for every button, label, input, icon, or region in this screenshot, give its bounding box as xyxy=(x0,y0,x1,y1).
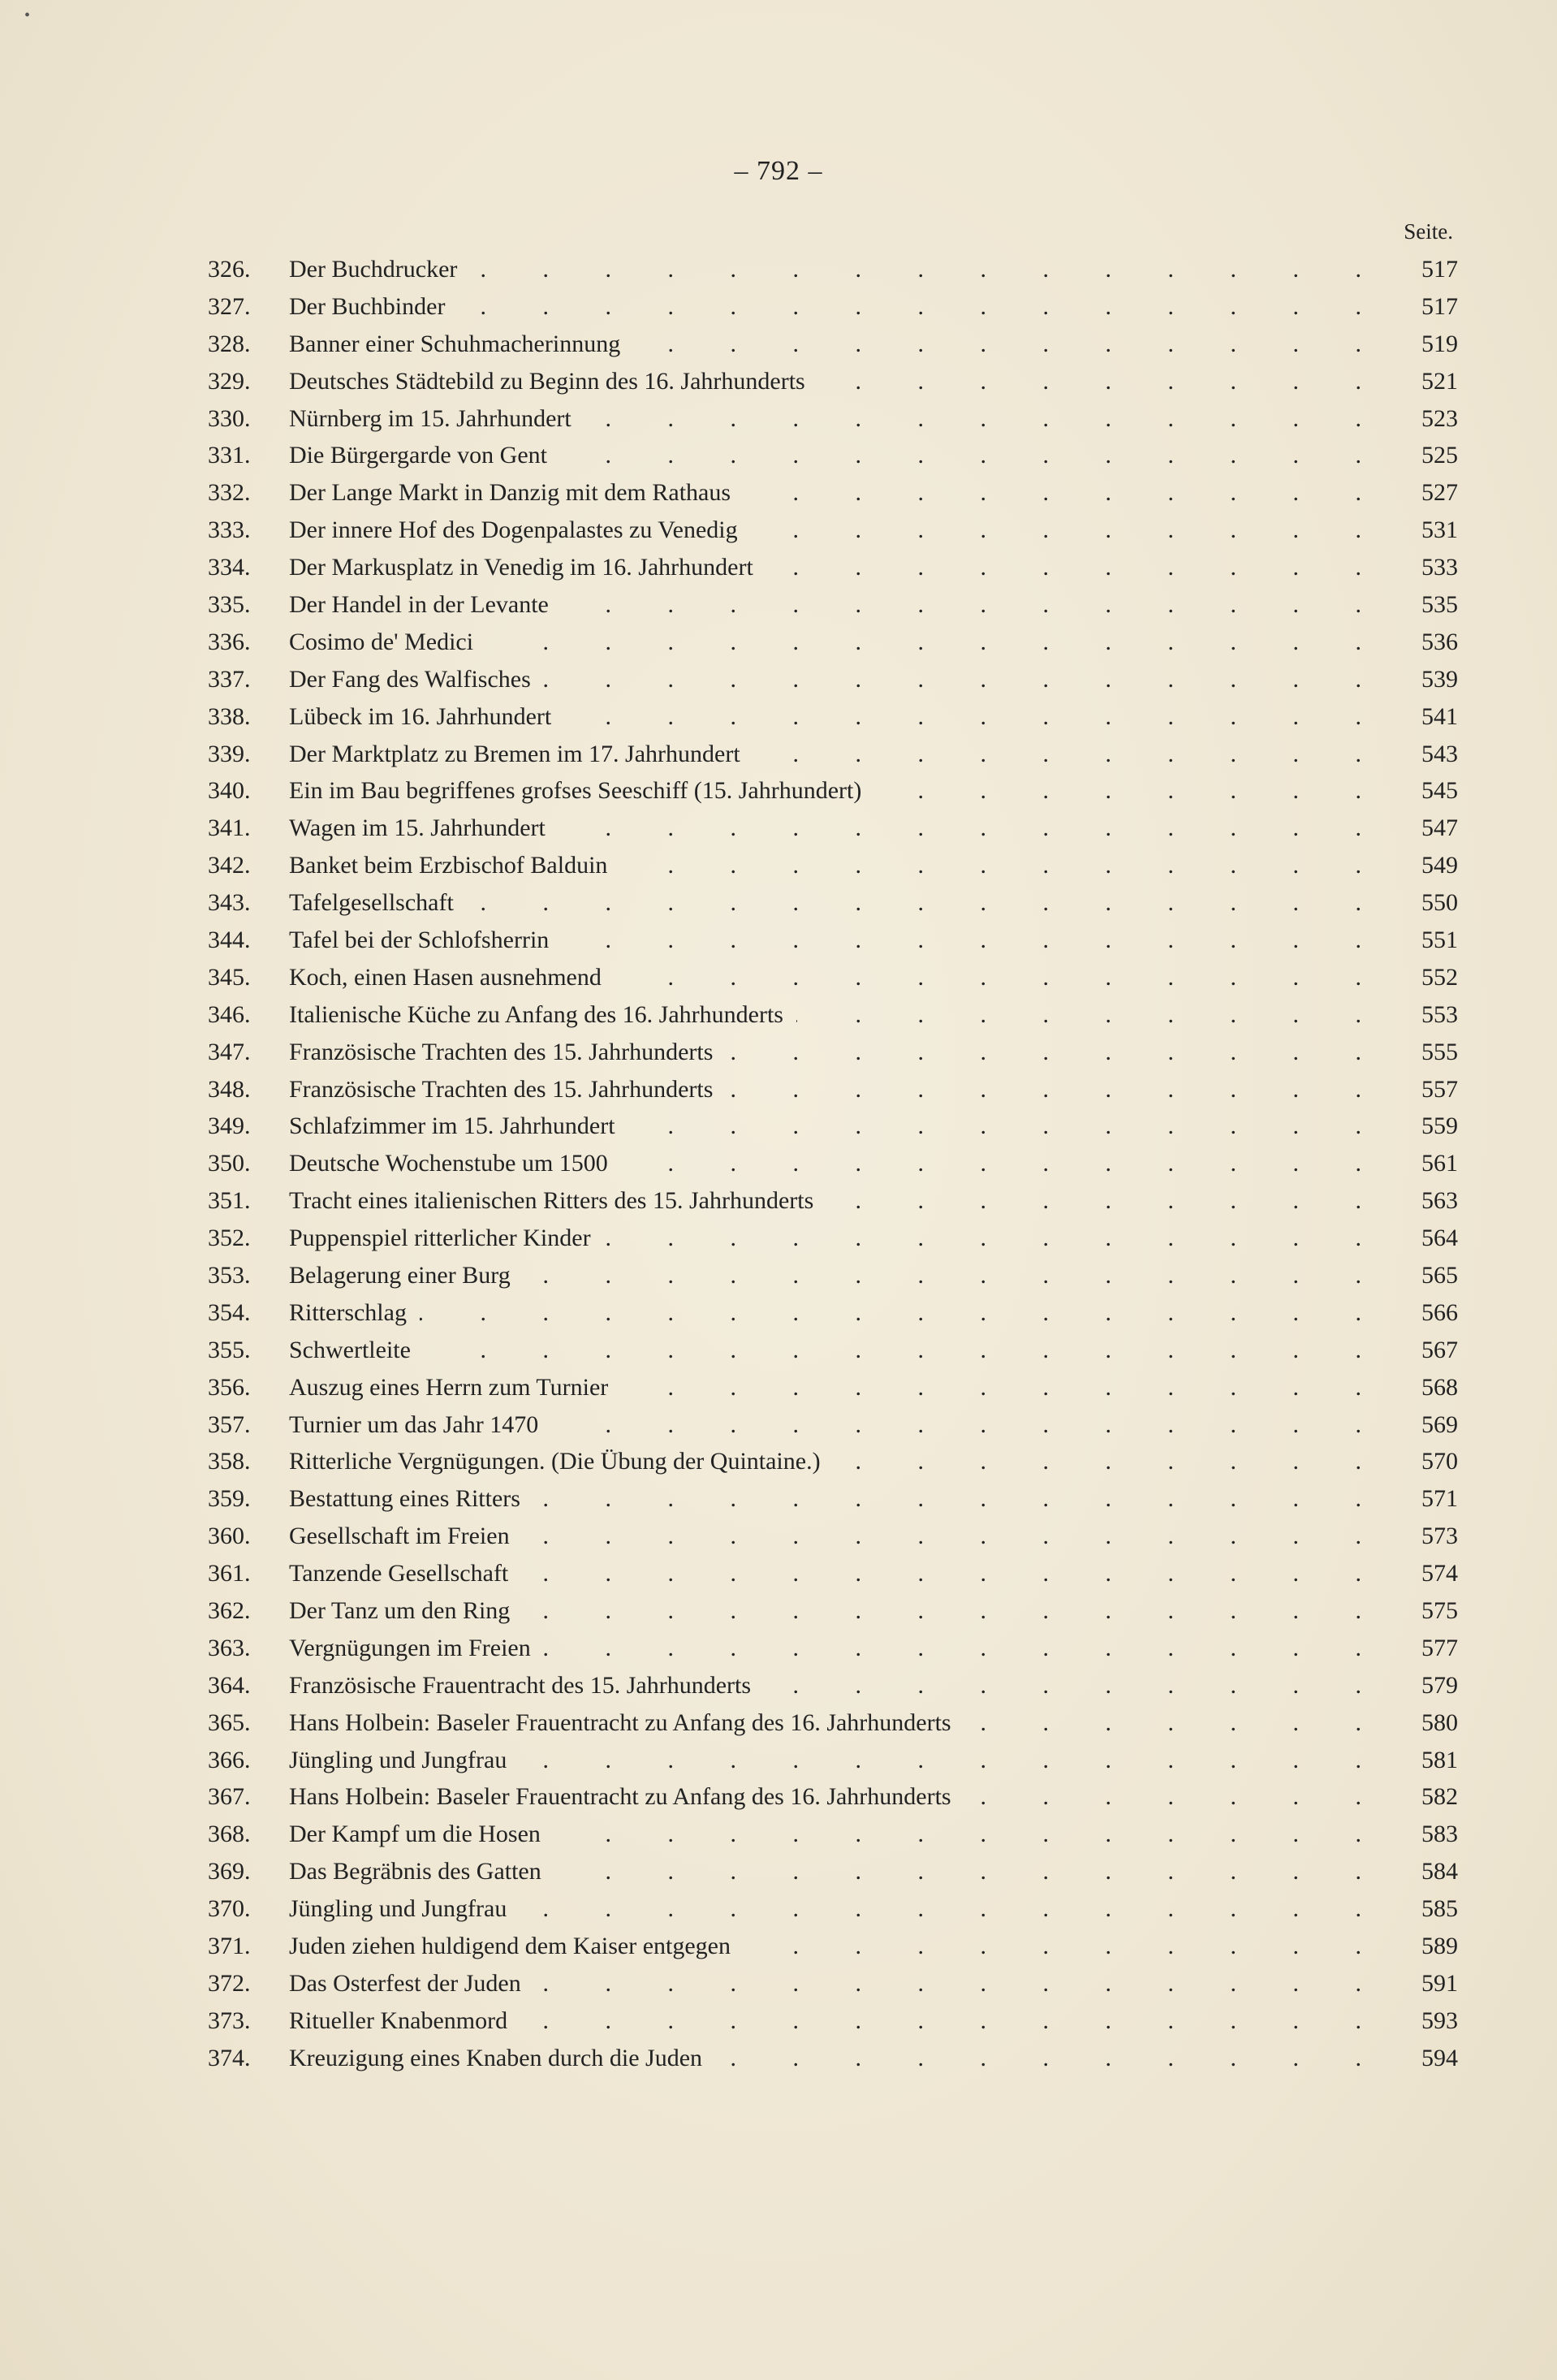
entry-title: Banner einer Schuhmacherinnung xyxy=(289,330,621,357)
entry-page-number: 583 xyxy=(1421,1821,1458,1848)
entry-page-number: 569 xyxy=(1421,1410,1458,1438)
entry-title: Ein im Bau begriffenes grofses Seeschiff (15. Jahrhundert) xyxy=(289,777,862,805)
index-entry xyxy=(208,1779,1458,1816)
entry-number: 334. xyxy=(208,554,251,581)
entry-page-number: 553 xyxy=(1421,1000,1458,1028)
index-entry xyxy=(208,624,1458,661)
dot-leader xyxy=(520,1895,1387,1923)
entry-page-number: 593 xyxy=(1421,2006,1458,2034)
entry-number: 342. xyxy=(208,852,251,879)
entry-number: 354. xyxy=(208,1298,251,1326)
entry-title: Der Kampf um die Hosen xyxy=(289,1821,541,1848)
entry-page-number: 543 xyxy=(1421,740,1458,767)
entry-number: 332. xyxy=(208,479,251,507)
entry-page-number: 579 xyxy=(1421,1671,1458,1699)
entry-title: Schwertleite xyxy=(289,1336,411,1363)
dot-leader xyxy=(467,889,1387,917)
entry-title: Der Tanz um den Ring xyxy=(289,1597,511,1624)
entry-title: Französische Trachten des 15. Jahrhunderts xyxy=(289,1038,714,1065)
entry-number: 371. xyxy=(208,1933,251,1960)
dot-leader xyxy=(554,1821,1387,1848)
entry-number: 343. xyxy=(208,889,251,917)
index-entry xyxy=(208,847,1458,884)
entry-number: 360. xyxy=(208,1523,251,1550)
entry-number: 363. xyxy=(208,1634,251,1661)
entry-page-number: 564 xyxy=(1421,1225,1458,1252)
entry-title: Gesellschaft im Freien xyxy=(289,1523,510,1550)
entry-page-number: 559 xyxy=(1421,1112,1458,1140)
index-entry xyxy=(208,1928,1458,1965)
entry-page-number: 591 xyxy=(1421,1969,1458,1997)
dot-leader xyxy=(420,1299,1387,1327)
entry-page-number: 584 xyxy=(1421,1858,1458,1885)
entry-page-number: 521 xyxy=(1421,367,1458,395)
dot-leader xyxy=(715,2045,1387,2072)
index-entry xyxy=(208,326,1458,363)
entry-page-number: 517 xyxy=(1421,255,1458,283)
index-entry xyxy=(208,736,1458,773)
entry-page-number: 566 xyxy=(1421,1298,1458,1326)
index-entry xyxy=(208,959,1458,996)
index-entry xyxy=(208,1294,1458,1332)
dot-leader xyxy=(564,703,1387,731)
entry-page-number: 541 xyxy=(1421,702,1458,730)
entry-number: 353. xyxy=(208,1261,251,1289)
entry-number: 372. xyxy=(208,1969,251,1997)
dot-leader xyxy=(620,852,1387,879)
entry-title: Der Buchbinder xyxy=(289,292,446,320)
index-entry xyxy=(208,1555,1458,1592)
entry-number: 329. xyxy=(208,367,251,395)
index-entry xyxy=(208,1965,1458,2002)
entry-number: 345. xyxy=(208,963,251,991)
index-entry xyxy=(208,1406,1458,1444)
entry-title: Der Buchdrucker xyxy=(289,255,458,283)
entry-page-number: 517 xyxy=(1421,292,1458,320)
index-entry xyxy=(208,1369,1458,1406)
entry-title: Puppenspiel ritterlicher Kinder xyxy=(289,1225,591,1252)
index-entry xyxy=(208,2002,1458,2040)
index-entry xyxy=(208,251,1458,288)
entry-page-number: 574 xyxy=(1421,1560,1458,1587)
entry-page-number: 575 xyxy=(1421,1597,1458,1624)
entry-title: Lübeck im 16. Jahrhundert xyxy=(289,702,552,730)
index-entry xyxy=(208,363,1458,400)
entry-page-number: 581 xyxy=(1421,1746,1458,1773)
entry-page-number: 527 xyxy=(1421,479,1458,507)
dot-leader xyxy=(744,1933,1387,1960)
entry-title: Tafelgesellschaft xyxy=(289,889,454,917)
entry-page-number: 551 xyxy=(1421,926,1458,953)
dot-leader xyxy=(751,516,1387,544)
entry-title: Tanzende Gesellschaft xyxy=(289,1560,509,1587)
entry-page-number: 571 xyxy=(1421,1485,1458,1513)
entry-number: 327. xyxy=(208,292,251,320)
entry-page-number: 567 xyxy=(1421,1336,1458,1363)
entry-title: Das Begräbnis des Gatten xyxy=(289,1858,541,1885)
entry-title: Französische Frauentracht des 15. Jahrhunderts xyxy=(289,1671,752,1699)
entry-number: 357. xyxy=(208,1410,251,1438)
entry-page-number: 573 xyxy=(1421,1523,1458,1550)
dot-leader xyxy=(554,1858,1387,1885)
entry-page-number: 565 xyxy=(1421,1261,1458,1289)
entry-page-number: 563 xyxy=(1421,1187,1458,1215)
entry-page-number: 539 xyxy=(1421,665,1458,693)
dot-leader xyxy=(744,479,1387,507)
entry-number: 350. xyxy=(208,1150,251,1177)
dot-leader xyxy=(534,1970,1387,1998)
index-entry xyxy=(208,772,1458,810)
index-entry xyxy=(208,922,1458,959)
dot-leader xyxy=(523,1523,1387,1550)
page-column-label: Seite. xyxy=(1404,219,1453,244)
index-entry xyxy=(208,884,1458,922)
entry-title: Französische Trachten des 15. Jahrhunderts xyxy=(289,1075,714,1103)
entry-page-number: 533 xyxy=(1421,554,1458,581)
entry-number: 326. xyxy=(208,255,251,283)
entry-page-number: 519 xyxy=(1421,330,1458,357)
dot-leader xyxy=(486,628,1387,656)
dot-leader xyxy=(424,1337,1387,1364)
dot-leader xyxy=(726,1076,1387,1104)
entry-title: Hans Holbein: Baseler Frauentracht zu Anfang des 16. Jahrhunderts xyxy=(289,1708,951,1736)
dot-leader xyxy=(874,777,1387,805)
entry-title: Italienische Küche zu Anfang des 16. Jahrhunderts xyxy=(289,1000,783,1028)
entry-title: Ritueller Knabenmord xyxy=(289,2006,508,2034)
entry-page-number: 577 xyxy=(1421,1634,1458,1661)
index-entry xyxy=(208,1182,1458,1220)
entry-number: 369. xyxy=(208,1858,251,1885)
entry-title: Belagerung einer Burg xyxy=(289,1261,511,1289)
entry-page-number: 531 xyxy=(1421,516,1458,544)
dot-leader xyxy=(764,1672,1387,1700)
dot-leader xyxy=(458,293,1387,321)
entry-title: Turnier um das Jahr 1470 xyxy=(289,1410,539,1438)
entry-page-number: 549 xyxy=(1421,852,1458,879)
entry-title: Banket beim Erzbischof Balduin xyxy=(289,852,608,879)
entry-number: 340. xyxy=(208,777,251,805)
index-entry xyxy=(208,2040,1458,2077)
entry-title: Ritterliche Vergnügungen. (Die Übung der Quintaine.) xyxy=(289,1448,821,1475)
entry-number: 347. xyxy=(208,1038,251,1065)
dot-leader xyxy=(628,1112,1387,1140)
dot-leader xyxy=(533,1485,1387,1513)
illustration-index-list xyxy=(208,251,1458,2077)
index-entry xyxy=(208,1480,1458,1518)
index-entry xyxy=(208,996,1458,1034)
dot-leader xyxy=(470,256,1387,283)
entry-number: 341. xyxy=(208,814,251,842)
entry-number: 335. xyxy=(208,590,251,618)
entry-title: Hans Holbein: Baseler Frauentracht zu Anfang des 16. Jahrhunderts xyxy=(289,1783,951,1811)
dot-leader xyxy=(621,1150,1387,1177)
dot-leader xyxy=(834,1448,1387,1475)
page-number: – 792 – xyxy=(734,156,823,186)
entry-page-number: 585 xyxy=(1421,1895,1458,1923)
entry-number: 348. xyxy=(208,1075,251,1103)
entry-page-number: 552 xyxy=(1421,963,1458,991)
index-entry xyxy=(208,586,1458,624)
index-entry xyxy=(208,1704,1458,1742)
entry-title: Die Bürgergarde von Gent xyxy=(289,442,547,469)
dot-leader xyxy=(964,1709,1387,1737)
entry-title: Tracht eines italienischen Ritters des 15. Jahrhunderts xyxy=(289,1187,814,1215)
index-entry xyxy=(208,661,1458,698)
entry-page-number: 561 xyxy=(1421,1150,1458,1177)
dot-leader xyxy=(523,1597,1387,1625)
index-entry xyxy=(208,512,1458,549)
dot-leader xyxy=(621,1374,1387,1402)
dot-leader xyxy=(520,2007,1387,2035)
entry-number: 366. xyxy=(208,1746,251,1773)
entry-title: Der Fang des Walfisches xyxy=(289,665,531,693)
entry-title: Der Handel in der Levante xyxy=(289,590,549,618)
index-entry xyxy=(208,810,1458,847)
entry-page-number: 580 xyxy=(1421,1708,1458,1736)
dot-leader xyxy=(524,1262,1387,1289)
entry-number: 328. xyxy=(208,330,251,357)
entry-number: 361. xyxy=(208,1560,251,1587)
entry-number: 351. xyxy=(208,1187,251,1215)
index-entry xyxy=(208,1592,1458,1630)
entry-page-number: 535 xyxy=(1421,590,1458,618)
entry-number: 355. xyxy=(208,1336,251,1363)
dot-leader xyxy=(615,964,1387,991)
entry-title: Deutsches Städtebild zu Beginn des 16. Jahrhunderts xyxy=(289,367,805,395)
dot-leader xyxy=(726,1039,1387,1066)
entry-page-number: 582 xyxy=(1421,1783,1458,1811)
entry-title: Tafel bei der Schlofsherrin xyxy=(289,926,550,953)
index-entry xyxy=(208,288,1458,326)
entry-page-number: 547 xyxy=(1421,814,1458,842)
index-entry xyxy=(208,400,1458,438)
index-entry xyxy=(208,1518,1458,1555)
entry-page-number: 568 xyxy=(1421,1373,1458,1401)
entry-number: 339. xyxy=(208,740,251,767)
index-entry xyxy=(208,1071,1458,1108)
corner-mark: • xyxy=(24,6,31,24)
index-entry xyxy=(208,1034,1458,1071)
entry-page-number: 545 xyxy=(1421,777,1458,805)
entry-number: 352. xyxy=(208,1225,251,1252)
index-entry xyxy=(208,549,1458,586)
dot-leader xyxy=(604,1225,1387,1252)
dot-leader xyxy=(562,927,1387,954)
index-entry xyxy=(208,1145,1458,1182)
entry-number: 370. xyxy=(208,1895,251,1923)
index-entry xyxy=(208,1630,1458,1667)
entry-title: Jüngling und Jungfrau xyxy=(289,1895,507,1923)
entry-page-number: 594 xyxy=(1421,2044,1458,2071)
entry-number: 359. xyxy=(208,1485,251,1513)
entry-number: 336. xyxy=(208,628,251,655)
index-entry xyxy=(208,1444,1458,1481)
entry-page-number: 536 xyxy=(1421,628,1458,655)
entry-title: Bestattung eines Ritters xyxy=(289,1485,520,1513)
entry-number: 356. xyxy=(208,1373,251,1401)
entry-title: Jüngling und Jungfrau xyxy=(289,1746,507,1773)
dot-leader xyxy=(796,1001,1387,1029)
entry-number: 365. xyxy=(208,1708,251,1736)
index-entry xyxy=(208,1816,1458,1853)
entry-title: Der Marktplatz zu Bremen im 17. Jahrhundert xyxy=(289,740,740,767)
entry-number: 337. xyxy=(208,665,251,693)
entry-title: Der Markusplatz in Venedig im 16. Jahrhundert xyxy=(289,554,753,581)
index-entry xyxy=(208,1890,1458,1928)
entry-number: 330. xyxy=(208,404,251,432)
index-entry xyxy=(208,1220,1458,1257)
entry-title: Vergnügungen im Freien xyxy=(289,1634,531,1661)
entry-number: 364. xyxy=(208,1671,251,1699)
entry-title: Ritterschlag xyxy=(289,1298,407,1326)
entry-page-number: 523 xyxy=(1421,404,1458,432)
entry-title: Koch, einen Hasen ausnehmend xyxy=(289,963,602,991)
dot-leader xyxy=(766,554,1387,581)
entry-title: Auszug eines Herrn zum Turnier xyxy=(289,1373,609,1401)
index-entry xyxy=(208,1332,1458,1369)
index-entry xyxy=(208,1742,1458,1779)
entry-number: 373. xyxy=(208,2006,251,2034)
dot-leader xyxy=(521,1560,1387,1587)
entry-page-number: 550 xyxy=(1421,889,1458,917)
entry-number: 338. xyxy=(208,702,251,730)
dot-leader xyxy=(544,666,1387,693)
entry-title: Juden ziehen huldigend dem Kaiser entgegen xyxy=(289,1933,731,1960)
dot-leader xyxy=(633,330,1387,358)
index-entry xyxy=(208,698,1458,736)
entry-page-number: 570 xyxy=(1421,1448,1458,1475)
dot-leader xyxy=(520,1747,1387,1774)
index-entry xyxy=(208,1257,1458,1294)
entry-number: 362. xyxy=(208,1597,251,1624)
dot-leader xyxy=(584,405,1387,433)
dot-leader xyxy=(818,368,1387,395)
entry-title: Kreuzigung eines Knaben durch die Juden xyxy=(289,2044,703,2071)
dot-leader xyxy=(544,1635,1387,1662)
entry-number: 331. xyxy=(208,442,251,469)
entry-title: Cosimo de' Medici xyxy=(289,628,474,655)
entry-title: Das Osterfest der Juden xyxy=(289,1969,521,1997)
index-entry xyxy=(208,1667,1458,1704)
entry-number: 344. xyxy=(208,926,251,953)
dot-leader xyxy=(826,1187,1387,1215)
entry-number: 374. xyxy=(208,2044,251,2071)
index-entry xyxy=(208,1108,1458,1145)
entry-page-number: 557 xyxy=(1421,1075,1458,1103)
entry-title: Nürnberg im 15. Jahrhundert xyxy=(289,404,571,432)
dot-leader xyxy=(559,814,1387,842)
entry-title: Der Lange Markt in Danzig mit dem Rathaus xyxy=(289,479,731,507)
dot-leader xyxy=(551,1411,1387,1439)
index-entry xyxy=(208,474,1458,512)
entry-page-number: 525 xyxy=(1421,442,1458,469)
entry-number: 367. xyxy=(208,1783,251,1811)
entry-number: 333. xyxy=(208,516,251,544)
entry-number: 368. xyxy=(208,1821,251,1848)
dot-leader xyxy=(562,591,1387,619)
entry-title: Der innere Hof des Dogenpalastes zu Venedig xyxy=(289,516,738,544)
dot-leader xyxy=(753,741,1387,768)
entry-title: Wagen im 15. Jahrhundert xyxy=(289,814,546,842)
entry-title: Deutsche Wochenstube um 1500 xyxy=(289,1150,608,1177)
entry-page-number: 555 xyxy=(1421,1038,1458,1065)
entry-number: 349. xyxy=(208,1112,251,1140)
index-entry xyxy=(208,437,1458,474)
entry-page-number: 589 xyxy=(1421,1933,1458,1960)
entry-number: 346. xyxy=(208,1000,251,1028)
dot-leader xyxy=(560,442,1387,469)
index-entry xyxy=(208,1853,1458,1890)
entry-number: 358. xyxy=(208,1448,251,1475)
dot-leader xyxy=(964,1783,1387,1811)
entry-title: Schlafzimmer im 15. Jahrhundert xyxy=(289,1112,615,1140)
